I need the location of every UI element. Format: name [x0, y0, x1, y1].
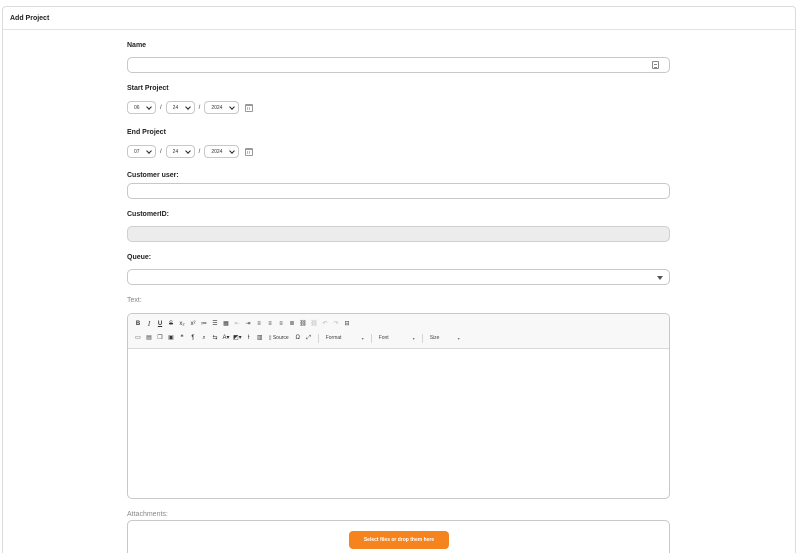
date-separator: / — [160, 104, 162, 111]
maximize-icon[interactable]: ⤢ — [306, 335, 312, 341]
queue-label: Queue: — [127, 254, 152, 261]
search-icon[interactable]: ⌕ — [202, 335, 206, 341]
redo-icon[interactable]: ↷ — [333, 321, 339, 327]
start-year-select[interactable] — [204, 101, 239, 114]
end-year-select[interactable] — [204, 145, 239, 158]
text-color-icon[interactable]: A▾ — [222, 335, 230, 341]
start-month-select[interactable] — [127, 101, 156, 114]
end-project-date — [127, 145, 253, 158]
attachments-label: Attachments: — [127, 511, 168, 518]
queue-select[interactable] — [127, 269, 670, 285]
size-dropdown[interactable] — [428, 335, 462, 341]
contact-card-icon[interactable] — [652, 61, 659, 69]
bulleted-list-icon[interactable]: ☰ — [212, 321, 218, 327]
format-dropdown[interactable] — [324, 335, 366, 341]
end-day-value: 24 — [172, 148, 179, 155]
editor-toolbar — [128, 314, 669, 349]
chevron-down-icon — [146, 148, 152, 154]
toolbar-separator — [422, 334, 423, 343]
calendar-icon[interactable] — [245, 148, 253, 156]
size-label: Size — [429, 335, 440, 341]
numbered-list-icon[interactable]: ≔ — [201, 321, 207, 327]
start-month-value: 06 — [134, 104, 140, 111]
chevron-down-icon: ▾ — [457, 335, 460, 341]
chevron-down-icon: ▾ — [361, 335, 364, 341]
chevron-down-icon: ▾ — [412, 335, 415, 341]
subscript-icon[interactable]: x₂ — [179, 321, 185, 327]
source-label: Source — [272, 334, 289, 341]
image-icon[interactable]: ▭ — [135, 335, 141, 341]
underline-icon[interactable]: U — [157, 321, 163, 327]
name-label: Name — [127, 42, 147, 49]
name-input[interactable] — [127, 57, 670, 73]
font-label: Font — [378, 335, 389, 341]
date-separator: / — [198, 148, 201, 155]
chevron-down-icon — [185, 104, 191, 110]
blockquote-icon[interactable]: ❝ — [180, 335, 184, 341]
remove-format-icon[interactable]: Ɨ — [247, 335, 250, 341]
end-month-select[interactable] — [127, 145, 156, 158]
toolbar-separator — [371, 334, 372, 343]
horizontal-rule-icon[interactable]: ▤ — [146, 335, 152, 341]
justify-icon[interactable]: ≣ — [289, 321, 295, 327]
unlink-icon[interactable]: ⛓ — [310, 321, 318, 327]
start-project-date — [127, 101, 253, 114]
rich-text-editor — [127, 313, 670, 499]
panel-title: Add Project — [3, 7, 795, 30]
paste-icon[interactable]: ▣ — [168, 335, 174, 341]
chevron-down-icon — [146, 104, 152, 110]
indent-icon[interactable]: ⇥ — [245, 321, 251, 327]
chevron-down-icon — [230, 104, 236, 110]
link-icon[interactable]: ⛓ — [299, 321, 307, 327]
customer-user-label: Customer user: — [127, 172, 179, 179]
date-separator: / — [160, 148, 162, 155]
start-year-value: 2024 — [211, 104, 223, 111]
caret-down-icon — [657, 276, 663, 280]
editor-content-area[interactable] — [128, 349, 669, 499]
end-year-value: 2024 — [211, 148, 223, 155]
italic-icon[interactable]: I — [147, 319, 151, 328]
end-project-label: End Project — [127, 129, 166, 136]
text-label: Text: — [127, 297, 142, 304]
replace-icon[interactable]: ⇆ — [212, 335, 218, 341]
undo-icon[interactable]: ↶ — [322, 321, 328, 327]
align-center-icon[interactable]: ≡ — [268, 321, 272, 327]
toolbar-row-1 — [134, 317, 663, 331]
outdent-icon[interactable]: ⇤ — [234, 321, 240, 327]
start-project-label: Start Project — [127, 85, 169, 92]
source-icon: ▯ — [268, 334, 272, 341]
select-files-button[interactable]: Select files or drop them here — [349, 531, 449, 549]
align-left-icon[interactable]: ≡ — [257, 321, 261, 327]
customer-user-input[interactable] — [127, 183, 670, 199]
table-icon[interactable]: ▦ — [223, 321, 229, 327]
templates-icon[interactable]: ▥ — [256, 335, 263, 341]
customer-id-label: CustomerID: — [127, 211, 170, 218]
start-day-value: 24 — [172, 104, 179, 111]
strikethrough-icon[interactable]: S — [168, 321, 173, 327]
toolbar-row-2 — [134, 331, 663, 345]
toolbar-separator — [318, 334, 319, 343]
date-separator: / — [198, 104, 201, 111]
language-icon[interactable]: ¶ — [191, 335, 195, 341]
end-day-select[interactable] — [166, 145, 195, 158]
calendar-icon[interactable] — [245, 104, 253, 112]
font-dropdown[interactable] — [377, 335, 417, 341]
special-char-icon[interactable]: Ω — [295, 335, 300, 341]
chevron-down-icon — [230, 148, 236, 154]
align-right-icon[interactable]: ≡ — [279, 321, 283, 327]
background-color-icon[interactable]: ◩▾ — [233, 335, 242, 341]
end-month-value: 07 — [134, 148, 140, 155]
format-label: Format — [325, 335, 342, 341]
bold-icon[interactable]: B — [135, 321, 141, 327]
copy-icon[interactable]: ❐ — [157, 335, 163, 341]
source-button[interactable] — [267, 333, 291, 343]
start-day-select[interactable] — [166, 101, 195, 114]
superscript-icon[interactable]: x² — [190, 321, 196, 327]
customer-id-input — [127, 226, 670, 242]
chevron-down-icon — [185, 148, 191, 154]
page-break-icon[interactable]: ⊟ — [344, 321, 350, 327]
